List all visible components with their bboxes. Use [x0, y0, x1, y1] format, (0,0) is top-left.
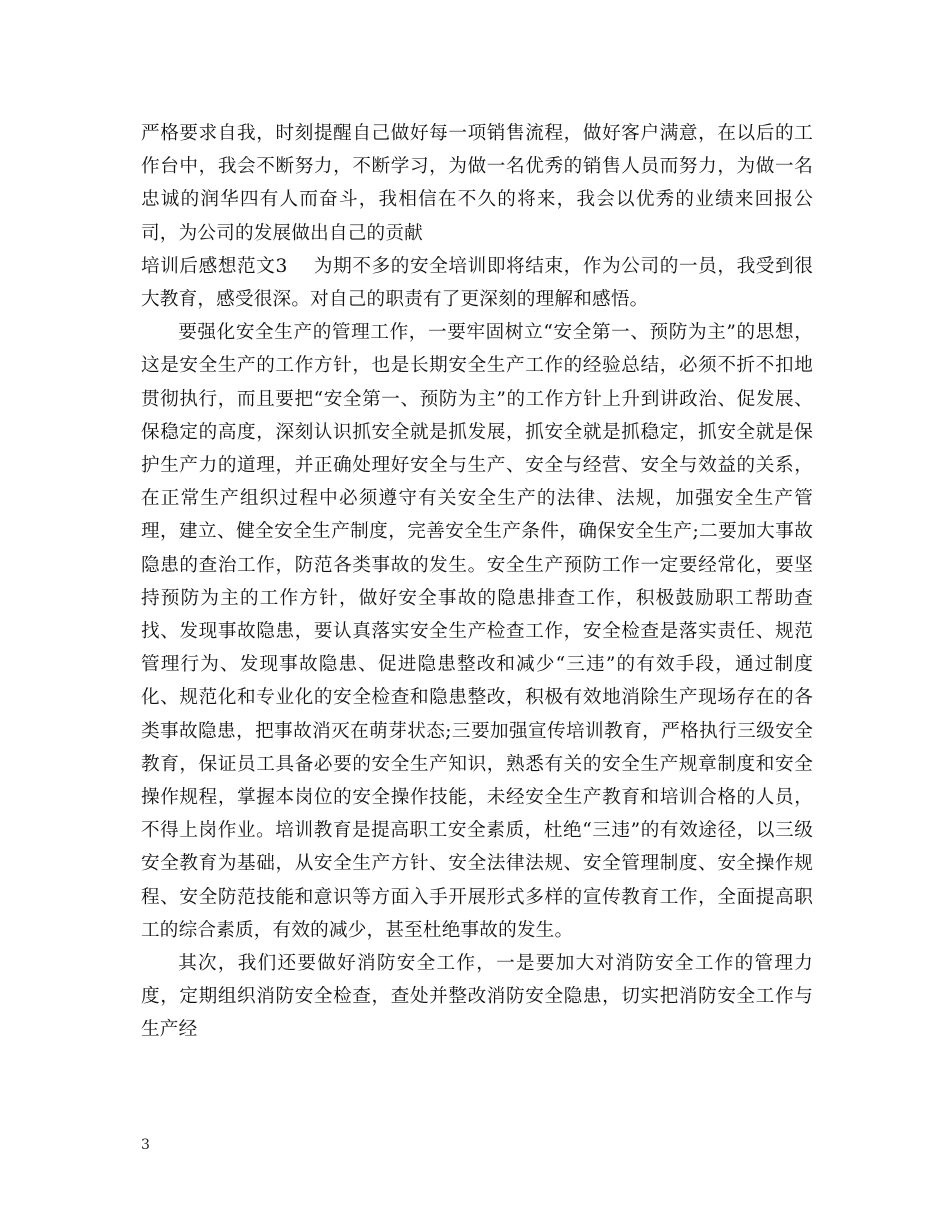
page-number: 3 — [141, 1137, 150, 1153]
continuation-paragraph: 严格要求自我，时刻提醒自己做好每一项销售流程，做好客户满意，在以后的工作台中，我会不断努力，不断学习，为做一名优秀的销售人员而努力，为做一名忠诚的润华四有人而奋斗，我相信在不久的将来，我会以优秀的业绩来回报公司，为公司的发展做出自己的贡献 — [141, 123, 813, 244]
section-heading: 培训后感想范文3 — [141, 255, 288, 277]
fire-safety-paragraph: 其次，我们还要做好消防安全工作，一是要加大对消防安全工作的管理力度，定期组织消防安全检查，查处并整改消防安全隐患，切实把消防安全工作与生产经 — [141, 953, 813, 1041]
section-intro-paragraph — [141, 250, 813, 316]
section-intro-text: 为期不多的安全培训即将结束，作为公司的一员，我受到很大教育，感受很深。对自己的职责有了更深刻的理解和感悟。 — [141, 255, 813, 311]
document-body — [141, 117, 813, 1047]
safety-management-paragraph: 要强化安全生产的管理工作，一要牢固树立“安全第一、预防为主”的思想，这是安全生产的工作方针，也是长期安全生产工作的经验总结，必须不折不扣地贯彻执行，而且要把“安全第一、预防为主”的工作方针上升到讲政治、促发展、保稳定的高度，深刻认识抓安全就是抓发展，抓安全就是抓稳定，抓安全就是保护生产力的道理，并正确处理好安全与生产、安全与经营、安全与效益的关系，在正常生产组织过程中必须遵守有关安全生产的法律、法规，加强安全生产管理，建立、健全安全生产制度，完善安全生产条件，确保安全生产;二要加大事故隐患的查治工作，防范各类事故的发生。安全生产预防工作一定要经常化，要坚持预防为主的工作方针，做好安全事故的隐患排查工作，积极鼓励职工帮助查找、发现事故隐患，要认真落实安全生产检查工作，安全检查是落实责任、规范管理行为、发现事故隐患、促进隐患整改和减少“三违”的有效手段，通过制度化、规范化和专业化的安全检查和隐患整改，积极有效地消除生产现场存在的各类事故隐患，把事故消灭在萌芽状态;三要加强宣传培训教育，严格执行三级安全教育，保证员工具备必要的安全生产知识，熟悉有关的安全生产规章制度和安全操作规程，掌握本岗位的安全操作技能，未经安全生产教育和培训合格的人员，不得上岗作业。培训教育是提高职工安全素质，杜绝“三违”的有效途径，以三级安全教育为基础，从安全生产方针、安全法律法规、安全管理制度、安全操作规程、安全防范技能和意识等方面入手开展形式多样的宣传教育工作，全面提高职工的综合素质，有效的减少，甚至杜绝事故的发生。 — [141, 322, 813, 941]
